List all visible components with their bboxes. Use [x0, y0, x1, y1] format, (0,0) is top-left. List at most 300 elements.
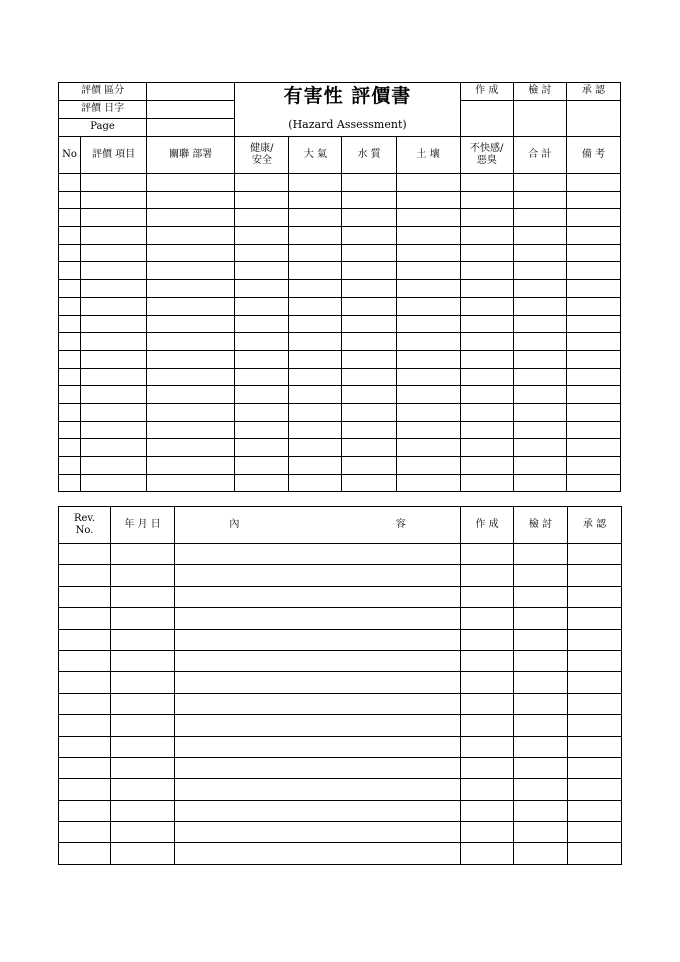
table-cell[interactable] [111, 650, 175, 671]
page-field[interactable] [147, 119, 235, 137]
table-row [59, 174, 621, 192]
table-cell[interactable] [59, 209, 81, 227]
table-cell[interactable] [461, 672, 514, 693]
table-cell[interactable] [235, 350, 289, 368]
table-cell[interactable] [514, 715, 568, 736]
table-cell[interactable] [289, 227, 342, 245]
table-cell[interactable] [235, 474, 289, 492]
table-cell[interactable] [59, 736, 111, 757]
table-cell[interactable] [566, 262, 620, 280]
table-cell[interactable] [514, 565, 568, 586]
table-cell[interactable] [342, 403, 396, 421]
table-cell[interactable] [147, 191, 235, 209]
table-cell[interactable] [147, 403, 235, 421]
table-cell[interactable] [147, 244, 235, 262]
table-cell[interactable] [235, 191, 289, 209]
table-row [59, 280, 621, 298]
table-cell[interactable] [59, 315, 81, 333]
table-cell[interactable] [59, 386, 81, 404]
table-cell[interactable] [461, 565, 514, 586]
table-cell[interactable] [513, 297, 566, 315]
table-cell[interactable] [111, 608, 175, 629]
table-cell[interactable] [396, 421, 460, 439]
table-cell[interactable] [147, 227, 235, 245]
table-cell[interactable] [568, 693, 622, 714]
table-cell[interactable] [59, 693, 111, 714]
table-cell[interactable] [514, 608, 568, 629]
col-header-odor-line1: 不快感/ [470, 142, 504, 154]
table-cell[interactable] [235, 403, 289, 421]
table-cell[interactable] [175, 544, 461, 565]
table-cell[interactable] [566, 280, 620, 298]
table-cell[interactable] [342, 244, 396, 262]
table-cell[interactable] [235, 333, 289, 351]
table-cell[interactable] [289, 315, 342, 333]
table-cell[interactable] [514, 757, 568, 778]
table-cell[interactable] [175, 672, 461, 693]
table-cell[interactable] [59, 457, 81, 475]
table-cell[interactable] [111, 586, 175, 607]
table-cell[interactable] [59, 629, 111, 650]
table-cell[interactable] [342, 421, 396, 439]
table-cell[interactable] [396, 333, 460, 351]
table-row [59, 262, 621, 280]
table-cell[interactable] [111, 757, 175, 778]
table-cell[interactable] [460, 227, 513, 245]
table-cell[interactable] [566, 209, 620, 227]
table-cell[interactable] [147, 421, 235, 439]
table-cell[interactable] [568, 779, 622, 800]
table-cell[interactable] [396, 474, 460, 492]
table-cell[interactable] [147, 297, 235, 315]
table-cell[interactable] [514, 736, 568, 757]
table-cell[interactable] [289, 191, 342, 209]
table-cell[interactable] [460, 209, 513, 227]
table-cell[interactable] [147, 315, 235, 333]
table-cell[interactable] [396, 457, 460, 475]
table-cell[interactable] [289, 368, 342, 386]
table-row [59, 333, 621, 351]
table-cell[interactable] [460, 368, 513, 386]
table-cell[interactable] [289, 280, 342, 298]
table-cell[interactable] [513, 457, 566, 475]
table-cell[interactable] [566, 368, 620, 386]
table-cell[interactable] [59, 227, 81, 245]
table-cell[interactable] [396, 403, 460, 421]
revision-row [59, 843, 622, 864]
table-cell[interactable] [342, 439, 396, 457]
table-cell[interactable] [59, 672, 111, 693]
table-cell[interactable] [59, 586, 111, 607]
table-cell[interactable] [568, 650, 622, 671]
table-cell[interactable] [175, 586, 461, 607]
table-cell[interactable] [111, 736, 175, 757]
table-cell[interactable] [566, 403, 620, 421]
table-cell[interactable] [460, 439, 513, 457]
table-cell[interactable] [514, 843, 568, 864]
table-cell[interactable] [59, 779, 111, 800]
table-cell[interactable] [513, 350, 566, 368]
table-cell[interactable] [396, 350, 460, 368]
table-cell[interactable] [81, 368, 147, 386]
table-cell[interactable] [514, 800, 568, 821]
table-cell[interactable] [81, 315, 147, 333]
table-cell[interactable] [81, 386, 147, 404]
rev-col-header-rev-line1: Rev. [73, 512, 96, 524]
table-cell[interactable] [175, 757, 461, 778]
col-header-water: 水 質 [342, 137, 396, 174]
table-cell[interactable] [461, 586, 514, 607]
table-cell[interactable] [568, 843, 622, 864]
table-cell[interactable] [461, 715, 514, 736]
revision-row [59, 757, 622, 778]
table-cell[interactable] [568, 757, 622, 778]
table-cell[interactable] [566, 174, 620, 192]
table-cell[interactable] [175, 565, 461, 586]
table-cell[interactable] [81, 209, 147, 227]
table-cell[interactable] [568, 565, 622, 586]
table-cell[interactable] [568, 629, 622, 650]
table-cell[interactable] [59, 350, 81, 368]
table-cell[interactable] [460, 262, 513, 280]
table-cell[interactable] [566, 244, 620, 262]
table-cell[interactable] [147, 262, 235, 280]
table-cell[interactable] [235, 209, 289, 227]
table-cell[interactable] [147, 333, 235, 351]
table-cell[interactable] [342, 227, 396, 245]
table-cell[interactable] [396, 315, 460, 333]
table-cell[interactable] [235, 439, 289, 457]
table-cell[interactable] [289, 457, 342, 475]
table-cell[interactable] [566, 421, 620, 439]
table-cell[interactable] [59, 822, 111, 843]
table-cell[interactable] [460, 386, 513, 404]
table-cell[interactable] [568, 822, 622, 843]
table-cell[interactable] [513, 244, 566, 262]
table-cell[interactable] [111, 779, 175, 800]
table-cell[interactable] [514, 650, 568, 671]
table-cell[interactable] [396, 439, 460, 457]
table-cell[interactable] [147, 474, 235, 492]
table-cell[interactable] [59, 650, 111, 671]
table-cell[interactable] [566, 333, 620, 351]
table-cell[interactable] [59, 191, 81, 209]
table-cell[interactable] [461, 822, 514, 843]
document-title-block [235, 83, 460, 137]
table-cell[interactable] [566, 439, 620, 457]
table-cell[interactable] [566, 297, 620, 315]
col-header-health-line2: 安全 [251, 155, 272, 166]
table-cell[interactable] [568, 800, 622, 821]
table-cell[interactable] [235, 297, 289, 315]
table-cell[interactable] [59, 297, 81, 315]
table-cell[interactable] [147, 457, 235, 475]
table-cell[interactable] [81, 403, 147, 421]
table-cell[interactable] [147, 439, 235, 457]
table-cell[interactable] [81, 244, 147, 262]
table-cell[interactable] [514, 822, 568, 843]
table-cell[interactable] [342, 174, 396, 192]
table-cell[interactable] [111, 715, 175, 736]
table-cell[interactable] [289, 333, 342, 351]
table-cell[interactable] [111, 822, 175, 843]
table-cell[interactable] [81, 262, 147, 280]
table-cell[interactable] [59, 565, 111, 586]
table-cell[interactable] [513, 227, 566, 245]
table-cell[interactable] [342, 386, 396, 404]
table-cell[interactable] [396, 262, 460, 280]
table-cell[interactable] [460, 421, 513, 439]
table-cell[interactable] [81, 191, 147, 209]
table-cell[interactable] [235, 421, 289, 439]
table-cell[interactable] [111, 693, 175, 714]
table-cell[interactable] [513, 439, 566, 457]
table-cell[interactable] [513, 421, 566, 439]
table-cell[interactable] [147, 350, 235, 368]
eval-date-field[interactable] [147, 101, 235, 119]
table-cell[interactable] [342, 191, 396, 209]
table-cell[interactable] [461, 544, 514, 565]
table-cell[interactable] [175, 608, 461, 629]
table-cell[interactable] [342, 457, 396, 475]
table-cell[interactable] [566, 350, 620, 368]
table-cell[interactable] [289, 386, 342, 404]
table-row [59, 474, 621, 492]
table-cell[interactable] [513, 174, 566, 192]
table-cell[interactable] [147, 368, 235, 386]
table-cell[interactable] [235, 227, 289, 245]
table-cell[interactable] [235, 244, 289, 262]
table-cell[interactable] [59, 280, 81, 298]
table-cell[interactable] [513, 191, 566, 209]
table-cell[interactable] [59, 262, 81, 280]
table-cell[interactable] [566, 474, 620, 492]
table-cell[interactable] [396, 191, 460, 209]
table-cell[interactable] [111, 629, 175, 650]
table-cell[interactable] [235, 280, 289, 298]
table-cell[interactable] [342, 262, 396, 280]
rev-col-header-date: 年 月 日 [111, 507, 175, 544]
table-cell[interactable] [460, 280, 513, 298]
table-cell[interactable] [396, 386, 460, 404]
table-cell[interactable] [513, 403, 566, 421]
table-cell[interactable] [59, 403, 81, 421]
table-cell[interactable] [568, 715, 622, 736]
table-cell[interactable] [175, 650, 461, 671]
table-cell[interactable] [460, 350, 513, 368]
table-cell[interactable] [235, 457, 289, 475]
table-cell[interactable] [235, 368, 289, 386]
table-cell[interactable] [461, 736, 514, 757]
table-cell[interactable] [396, 244, 460, 262]
table-cell[interactable] [289, 439, 342, 457]
table-cell[interactable] [59, 608, 111, 629]
table-cell[interactable] [289, 297, 342, 315]
table-cell[interactable] [342, 209, 396, 227]
table-cell[interactable] [289, 244, 342, 262]
table-cell[interactable] [461, 843, 514, 864]
table-cell[interactable] [111, 544, 175, 565]
table-cell[interactable] [460, 174, 513, 192]
table-cell[interactable] [566, 386, 620, 404]
table-cell[interactable] [59, 474, 81, 492]
table-cell[interactable] [175, 779, 461, 800]
table-cell[interactable] [396, 297, 460, 315]
table-cell[interactable] [566, 191, 620, 209]
table-cell[interactable] [461, 650, 514, 671]
table-row [59, 403, 621, 421]
table-cell[interactable] [461, 800, 514, 821]
table-cell[interactable] [514, 779, 568, 800]
table-cell[interactable] [514, 544, 568, 565]
table-cell[interactable] [513, 386, 566, 404]
table-cell[interactable] [111, 672, 175, 693]
table-cell[interactable] [342, 333, 396, 351]
table-cell[interactable] [342, 280, 396, 298]
table-cell[interactable] [147, 386, 235, 404]
table-cell[interactable] [461, 757, 514, 778]
table-cell[interactable] [566, 315, 620, 333]
rev-col-header-reviewed: 檢 討 [514, 507, 568, 544]
table-cell[interactable] [81, 439, 147, 457]
table-cell[interactable] [396, 227, 460, 245]
table-cell[interactable] [175, 800, 461, 821]
table-cell[interactable] [111, 800, 175, 821]
table-cell[interactable] [111, 565, 175, 586]
table-cell[interactable] [81, 457, 147, 475]
table-cell[interactable] [460, 457, 513, 475]
table-cell[interactable] [81, 474, 147, 492]
table-cell[interactable] [289, 350, 342, 368]
eval-category-field[interactable] [147, 83, 235, 101]
table-cell[interactable] [59, 421, 81, 439]
table-cell[interactable] [59, 757, 111, 778]
table-cell[interactable] [175, 629, 461, 650]
table-cell[interactable] [235, 315, 289, 333]
table-cell[interactable] [513, 333, 566, 351]
table-cell[interactable] [461, 629, 514, 650]
table-cell[interactable] [566, 227, 620, 245]
table-cell[interactable] [81, 350, 147, 368]
table-cell[interactable] [514, 693, 568, 714]
table-cell[interactable] [396, 280, 460, 298]
table-cell[interactable] [514, 672, 568, 693]
table-cell[interactable] [461, 693, 514, 714]
revision-row [59, 800, 622, 821]
approval-reviewed-sign-box[interactable] [513, 101, 566, 137]
table-cell[interactable] [568, 672, 622, 693]
table-cell[interactable] [147, 174, 235, 192]
rev-col-header-created: 作 成 [461, 507, 514, 544]
table-cell[interactable] [289, 209, 342, 227]
table-cell[interactable] [342, 368, 396, 386]
table-cell[interactable] [147, 209, 235, 227]
table-cell[interactable] [81, 280, 147, 298]
table-cell[interactable] [81, 297, 147, 315]
table-cell[interactable] [568, 586, 622, 607]
table-cell[interactable] [566, 457, 620, 475]
table-cell[interactable] [514, 629, 568, 650]
table-cell[interactable] [235, 386, 289, 404]
table-cell[interactable] [289, 174, 342, 192]
table-cell[interactable] [460, 315, 513, 333]
table-cell[interactable] [460, 297, 513, 315]
table-cell[interactable] [81, 227, 147, 245]
table-cell[interactable] [513, 474, 566, 492]
table-cell[interactable] [568, 608, 622, 629]
table-cell[interactable] [81, 174, 147, 192]
document-title: 有害性 評價書 [283, 85, 412, 107]
table-cell[interactable] [81, 333, 147, 351]
table-cell[interactable] [59, 843, 111, 864]
table-cell[interactable] [81, 421, 147, 439]
table-cell[interactable] [514, 586, 568, 607]
table-cell[interactable] [513, 315, 566, 333]
approval-approved-sign-box[interactable] [566, 101, 620, 137]
table-cell[interactable] [175, 822, 461, 843]
col-header-total: 合 計 [513, 137, 566, 174]
revision-row [59, 565, 622, 586]
table-cell[interactable] [568, 544, 622, 565]
table-cell[interactable] [289, 403, 342, 421]
revision-row [59, 586, 622, 607]
table-cell[interactable] [342, 297, 396, 315]
table-cell[interactable] [59, 800, 111, 821]
table-cell[interactable] [289, 474, 342, 492]
table-cell[interactable] [111, 843, 175, 864]
table-cell[interactable] [513, 368, 566, 386]
table-cell[interactable] [513, 209, 566, 227]
table-cell[interactable] [289, 262, 342, 280]
table-cell[interactable] [396, 368, 460, 386]
table-cell[interactable] [59, 368, 81, 386]
revision-row [59, 650, 622, 671]
table-cell[interactable] [175, 693, 461, 714]
table-cell[interactable] [396, 174, 460, 192]
table-cell[interactable] [342, 474, 396, 492]
table-cell[interactable] [461, 608, 514, 629]
table-cell[interactable] [513, 280, 566, 298]
table-cell[interactable] [59, 244, 81, 262]
table-cell[interactable] [175, 736, 461, 757]
table-cell[interactable] [460, 333, 513, 351]
table-cell[interactable] [568, 736, 622, 757]
table-cell[interactable] [235, 174, 289, 192]
table-cell[interactable] [59, 174, 81, 192]
table-cell[interactable] [342, 350, 396, 368]
table-cell[interactable] [461, 779, 514, 800]
table-cell[interactable] [460, 474, 513, 492]
table-row [59, 386, 621, 404]
table-cell[interactable] [460, 191, 513, 209]
table-cell[interactable] [59, 439, 81, 457]
table-cell[interactable] [513, 262, 566, 280]
approval-created-sign-box[interactable] [460, 101, 513, 137]
table-cell[interactable] [175, 715, 461, 736]
table-cell[interactable] [59, 544, 111, 565]
table-cell[interactable] [59, 333, 81, 351]
table-cell[interactable] [396, 209, 460, 227]
table-cell[interactable] [289, 421, 342, 439]
table-cell[interactable] [235, 262, 289, 280]
table-cell[interactable] [460, 403, 513, 421]
table-cell[interactable] [175, 843, 461, 864]
table-cell[interactable] [59, 715, 111, 736]
table-cell[interactable] [147, 280, 235, 298]
revision-rows [59, 544, 622, 865]
table-cell[interactable] [460, 244, 513, 262]
table-cell[interactable] [342, 315, 396, 333]
